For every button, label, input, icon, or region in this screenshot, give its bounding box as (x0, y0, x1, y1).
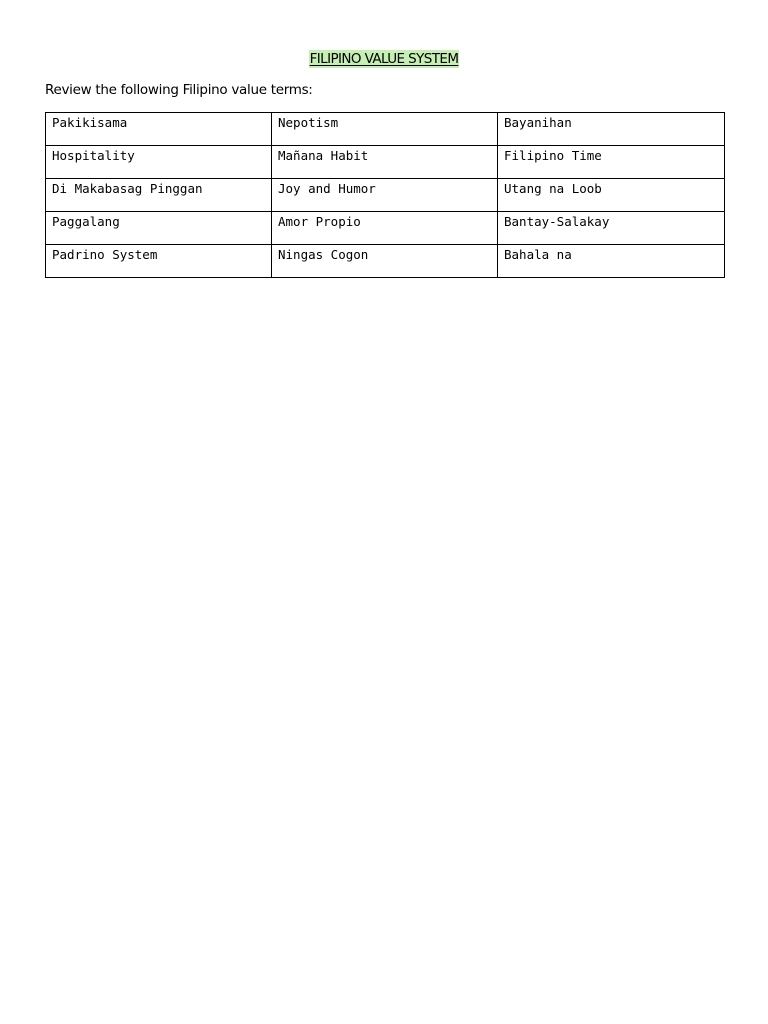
table-cell: Pakikisama (46, 113, 272, 146)
table-cell: Padrino System (46, 245, 272, 278)
table-row (46, 179, 725, 212)
table-cell: Amor Propio (272, 212, 498, 245)
table-cell: Bahala na (498, 245, 725, 278)
table-cell: Filipino Time (498, 146, 725, 179)
table-row (46, 146, 725, 179)
intro-text: Review the following Filipino value terms: (45, 82, 313, 98)
table-cell: Bantay-Salakay (498, 212, 725, 245)
document-title: FILIPINO VALUE SYSTEM (309, 51, 459, 67)
table-row (46, 212, 725, 245)
table-cell: Mañana Habit (272, 146, 498, 179)
table-cell: Nepotism (272, 113, 498, 146)
value-terms-table (45, 112, 725, 278)
table-cell: Joy and Humor (272, 179, 498, 212)
title-wrapper (0, 48, 768, 68)
table-row (46, 245, 725, 278)
table-cell: Di Makabasag Pinggan (46, 179, 272, 212)
table-row (46, 113, 725, 146)
table-cell: Hospitality (46, 146, 272, 179)
table-cell: Ningas Cogon (272, 245, 498, 278)
table-cell: Bayanihan (498, 113, 725, 146)
table-cell: Paggalang (46, 212, 272, 245)
table-cell: Utang na Loob (498, 179, 725, 212)
